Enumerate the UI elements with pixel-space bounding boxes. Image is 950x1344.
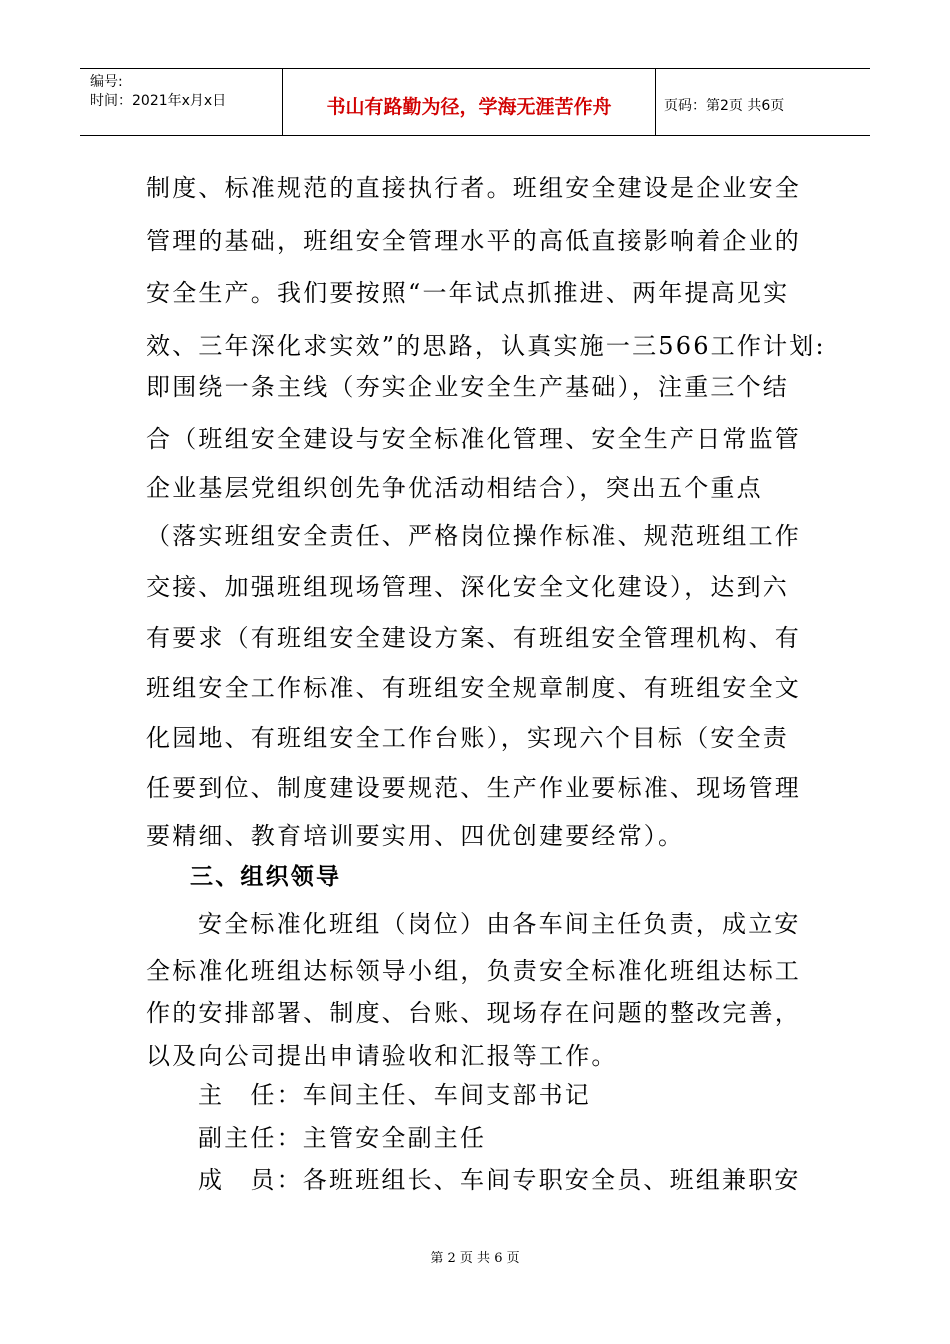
body-line: 即围绕一条主线（夯实企业安全生产基础），注重三个结	[146, 373, 789, 401]
body-line: 班组安全工作标准、有班组安全规章制度、有班组安全文	[146, 674, 801, 702]
body-line: 交接、加强班组现场管理、深化安全文化建设），达到六	[146, 573, 789, 601]
body-line: 要精细、教育培训要实用、四优创建要经常）。	[146, 822, 685, 850]
number-label: 编号:	[90, 74, 123, 90]
section-line: 安全标准化班组（岗位）由各车间主任负责，成立安	[198, 910, 801, 938]
section-line: 全标准化班组达标领导小组，负责安全标准化班组达标工	[146, 957, 801, 985]
header-motto: 书山有路勤为径，学海无涯苦作舟	[283, 69, 656, 135]
time-label: 时间：2021年x月x日	[90, 93, 227, 109]
member-line-members: 成 员：各班班组长、车间专职安全员、班组兼职安	[198, 1166, 801, 1194]
body-line: （落实班组安全责任、严格岗位操作标准、规范班组工作	[146, 522, 801, 550]
body-line: 效、三年深化求实效”的思路，认真实施一三566工作计划:	[146, 332, 826, 360]
body-line: 合（班组安全建设与安全标准化管理、安全生产日常监管	[146, 425, 801, 453]
member-line-director: 主 任：车间主任、车间支部书记	[198, 1081, 591, 1109]
body-line: 管理的基础，班组安全管理水平的高低直接影响着企业的	[146, 227, 801, 255]
header-meta	[80, 69, 283, 135]
body-line: 化园地、有班组安全工作台账），实现六个目标（安全责	[146, 724, 789, 752]
section-line: 以及向公司提出申请验收和汇报等工作。	[146, 1042, 618, 1070]
body-line: 安全生产。我们要按照“一年试点抓推进、两年提高见实	[146, 279, 790, 307]
page-header	[80, 68, 870, 136]
page-footer: 第 2 页 共 6 页	[430, 1251, 520, 1266]
header-page-code: 页码：第2页 共6页	[664, 98, 785, 114]
body-line: 有要求（有班组安全建设方案、有班组安全管理机构、有	[146, 624, 801, 652]
body-line: 任要到位、制度建设要规范、生产作业要标准、现场管理	[146, 774, 801, 802]
body-line: 制度、标准规范的直接执行者。班组安全建设是企业安全	[146, 174, 801, 202]
section-heading: 三、组织领导	[190, 864, 342, 890]
section-line: 作的安排部署、制度、台账、现场存在问题的整改完善，	[146, 999, 801, 1027]
body-line: 企业基层党组织创先争优活动相结合），突出五个重点	[146, 474, 763, 502]
member-line-deputy: 副主任：主管安全副主任	[198, 1124, 487, 1152]
